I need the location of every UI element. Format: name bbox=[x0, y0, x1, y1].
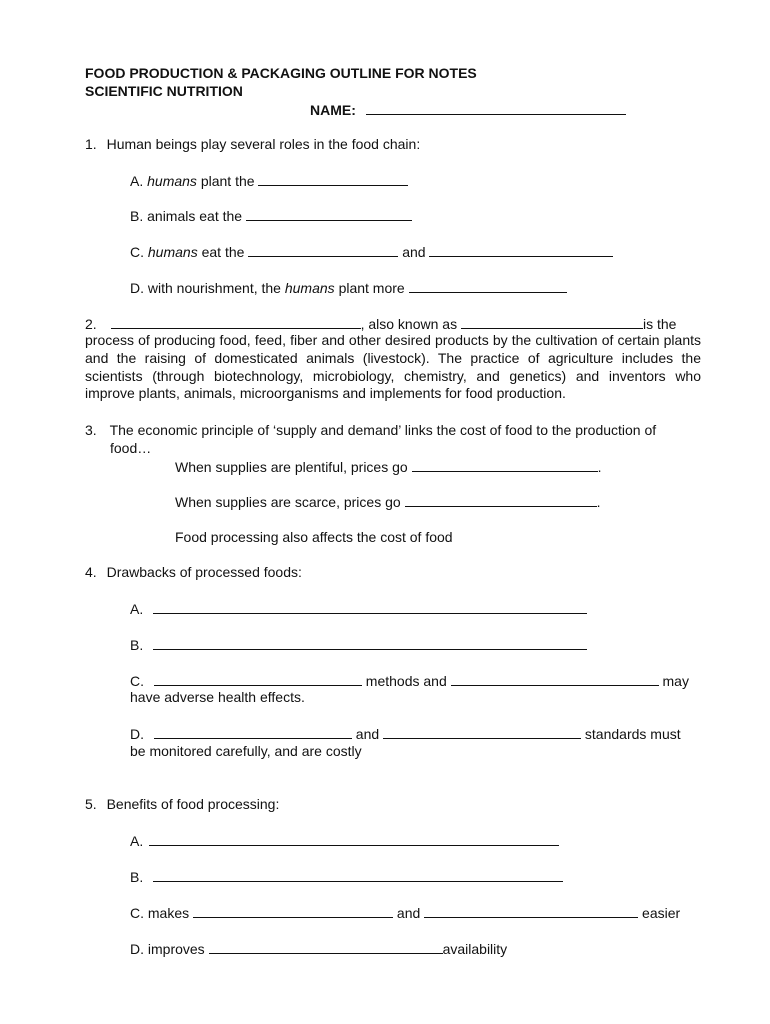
question-text: , also known as bbox=[360, 316, 458, 332]
q3-scarce bbox=[175, 493, 600, 511]
connector-text: and bbox=[396, 905, 421, 921]
answer-blank[interactable] bbox=[154, 672, 362, 686]
q4-item-d bbox=[130, 725, 681, 743]
answer-blank[interactable] bbox=[248, 243, 398, 257]
item-text: methods and bbox=[365, 673, 447, 689]
item-letter: D. bbox=[130, 941, 144, 957]
item-text: animals eat the bbox=[147, 208, 243, 224]
answer-blank[interactable] bbox=[193, 904, 393, 918]
question-number: 5. bbox=[85, 796, 97, 812]
item-emphasis: humans bbox=[147, 173, 197, 189]
name-blank[interactable] bbox=[366, 101, 626, 115]
item-text: standards must bbox=[584, 726, 681, 742]
question-text: The economic principle of ‘supply and demand’ links the cost of food to the production of bbox=[109, 422, 657, 438]
answer-blank[interactable] bbox=[409, 279, 567, 293]
answer-blank[interactable] bbox=[412, 458, 598, 472]
question-4 bbox=[85, 564, 302, 581]
q1-item-d bbox=[130, 279, 567, 297]
answer-blank[interactable] bbox=[154, 725, 352, 739]
answer-blank[interactable] bbox=[383, 725, 581, 739]
answer-blank[interactable] bbox=[429, 243, 613, 257]
item-text: eat the bbox=[201, 244, 245, 260]
punctuation: . bbox=[596, 494, 601, 510]
q4-item-a bbox=[130, 600, 587, 618]
item-text: easier bbox=[642, 905, 681, 921]
item-letter: C. bbox=[130, 244, 144, 260]
q5-item-c bbox=[130, 904, 680, 922]
question-text: Human beings play several roles in the food chain: bbox=[106, 136, 421, 152]
connector-text: and bbox=[355, 726, 380, 742]
q4-item-c-line2: have adverse health effects. bbox=[130, 689, 305, 705]
q1-item-a bbox=[130, 172, 408, 190]
name-label: NAME: bbox=[310, 102, 356, 118]
q5-item-b bbox=[130, 868, 563, 886]
question-number: 2. bbox=[85, 316, 97, 332]
answer-blank[interactable] bbox=[424, 904, 638, 918]
item-text: makes bbox=[147, 905, 190, 921]
answer-blank[interactable] bbox=[246, 207, 412, 221]
question-5 bbox=[85, 796, 279, 813]
item-letter: A. bbox=[130, 833, 144, 849]
answer-blank[interactable] bbox=[153, 868, 563, 882]
connector-text: and bbox=[402, 244, 426, 260]
q1-item-c bbox=[130, 243, 613, 261]
item-letter: A. bbox=[130, 601, 144, 617]
answer-blank[interactable] bbox=[461, 315, 643, 329]
item-text: with nourishment, the bbox=[147, 280, 281, 296]
answer-blank[interactable] bbox=[111, 315, 361, 329]
punctuation: . bbox=[597, 459, 602, 475]
answer-blank[interactable] bbox=[451, 672, 659, 686]
question-3-line2: food… bbox=[110, 440, 152, 456]
item-letter: D. bbox=[130, 280, 144, 296]
question-2 bbox=[85, 315, 676, 333]
answer-blank[interactable] bbox=[149, 832, 559, 846]
question-2-paragraph: process of producing food, feed, fiber and other desired products by the cultivation of certain plants and the raising of domesticated animals (livestock). The practice of agriculture includes the scientists (through biotechnology, microbiology, chemistry, and genetics) and inventors who improve plants, animals, microorganisms and implements for food production. bbox=[85, 332, 701, 402]
q3-processing: Food processing also affects the cost of food bbox=[175, 529, 453, 545]
answer-blank[interactable] bbox=[153, 636, 587, 650]
item-text: availability bbox=[442, 941, 508, 957]
q4-item-b bbox=[130, 636, 587, 654]
item-emphasis: humans bbox=[284, 280, 335, 296]
item-letter: B. bbox=[130, 208, 144, 224]
item-text: plant more bbox=[338, 280, 405, 296]
answer-blank[interactable] bbox=[405, 493, 597, 507]
item-letter: A. bbox=[130, 173, 144, 189]
question-text: Benefits of food processing: bbox=[106, 796, 280, 812]
item-text: When supplies are scarce, prices go bbox=[175, 494, 401, 510]
item-letter: C. bbox=[130, 673, 144, 689]
item-letter: D. bbox=[130, 726, 144, 742]
item-text: When supplies are plentiful, prices go bbox=[175, 459, 408, 475]
question-3 bbox=[85, 422, 656, 439]
q4-item-c bbox=[130, 672, 689, 690]
question-1 bbox=[85, 136, 420, 153]
question-number: 1. bbox=[85, 136, 97, 152]
document-subtitle: SCIENTIFIC NUTRITION bbox=[85, 83, 243, 99]
answer-blank[interactable] bbox=[209, 940, 443, 954]
item-letter: B. bbox=[130, 637, 144, 653]
document-title: FOOD PRODUCTION & PACKAGING OUTLINE FOR NOTES bbox=[85, 65, 477, 81]
question-text: is the bbox=[642, 316, 677, 332]
question-text: Drawbacks of processed foods: bbox=[106, 564, 302, 580]
item-text: plant the bbox=[200, 173, 255, 189]
item-text: may bbox=[662, 673, 689, 689]
item-letter: C. bbox=[130, 905, 144, 921]
question-number: 3. bbox=[85, 422, 97, 438]
q1-item-b bbox=[130, 207, 412, 225]
q5-item-a bbox=[130, 832, 559, 850]
item-text: improves bbox=[147, 941, 205, 957]
question-number: 4. bbox=[85, 564, 97, 580]
q5-item-d bbox=[130, 940, 507, 958]
answer-blank[interactable] bbox=[258, 172, 408, 186]
item-letter: B. bbox=[130, 869, 144, 885]
q3-plentiful bbox=[175, 458, 601, 476]
answer-blank[interactable] bbox=[153, 600, 587, 614]
q4-item-d-line2: be monitored carefully, and are costly bbox=[130, 743, 362, 759]
item-emphasis: humans bbox=[147, 244, 198, 260]
name-field bbox=[310, 101, 626, 119]
